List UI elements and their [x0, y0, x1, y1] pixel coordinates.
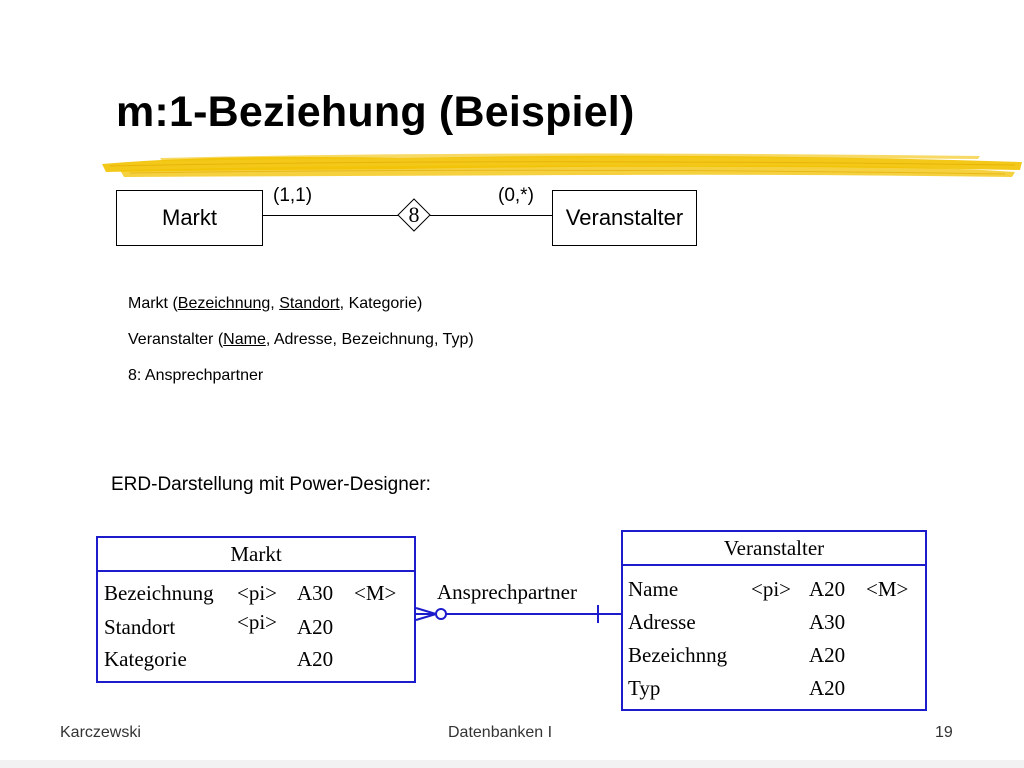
primary-key-name: Name [223, 331, 266, 348]
relation-veranstalter: Veranstalter (Name, Adresse, Bezeichnung, Typ) [128, 331, 474, 348]
erd-caption: ERD-Darstellung mit Power-Designer: [111, 474, 431, 495]
cardinality-right: (0,*) [498, 185, 534, 206]
crowfoot-lower [416, 614, 436, 620]
cardinality-left: (1,1) [273, 185, 313, 206]
pd-attr-type: A20 [297, 647, 334, 671]
pd-attr-row: Adresse [628, 610, 696, 634]
entity-veranstalter-label: Veranstalter [565, 205, 684, 230]
footer-page-number: 19 [935, 724, 953, 741]
pd-entity-veranstalter [621, 530, 927, 711]
primary-key-bezeichnung: Bezeichnung [177, 295, 271, 312]
pd-attr-type: A30 [297, 581, 334, 605]
title-underline-brush [100, 150, 1024, 184]
pd-attr-row: Bezeichnung [104, 581, 214, 605]
pd-attr-row: Standort [104, 615, 176, 639]
slide-title: m:1-Beziehung (Beispiel) [116, 88, 635, 136]
relation-markt: Markt (Bezeichnung, Standort, Kategorie) [128, 295, 423, 312]
pd-attr-key: <pi> [237, 610, 278, 634]
pd-attr-row: Kategorie [104, 647, 187, 671]
footer-bar [0, 760, 1024, 768]
pd-attr-key: <pi> [237, 581, 278, 605]
pd-entity-markt [96, 536, 416, 683]
optional-circle [436, 609, 446, 619]
pd-attr-type: A20 [809, 676, 846, 700]
footer-author: Karczewski [60, 724, 141, 741]
pd-attr-mandatory: <M> [354, 581, 397, 605]
pd-attr-mandatory: <M> [866, 577, 909, 601]
pd-attr-type: A20 [297, 615, 334, 639]
pd-attr-row: Name [628, 577, 679, 601]
entity-veranstalter [552, 190, 697, 246]
primary-key-standort: Standort [279, 295, 340, 312]
relation-line-left [263, 215, 398, 216]
pd-entity-markt-title: Markt [98, 538, 414, 572]
crowfoot-upper [416, 608, 436, 614]
pd-entity-veranstalter-title: Veranstalter [623, 532, 925, 566]
pd-attr-type: A20 [809, 643, 846, 667]
footer-course: Datenbanken I [448, 724, 553, 741]
relation-line-right [430, 215, 552, 216]
pd-relationship-label: Ansprechpartner [437, 580, 577, 604]
pd-attr-type: A20 [809, 577, 846, 601]
relation-ansprechpartner: 8: Ansprechpartner [128, 367, 264, 384]
pd-attr-type: A30 [809, 610, 846, 634]
pd-attr-row: Bezeichnng [628, 643, 728, 667]
relationship-diamond-label: 8 [408, 202, 420, 227]
pd-attr-key: <pi> [751, 577, 792, 601]
entity-markt [116, 190, 263, 246]
pd-attr-row: Typ [628, 676, 661, 700]
entity-markt-label: Markt [162, 205, 217, 230]
